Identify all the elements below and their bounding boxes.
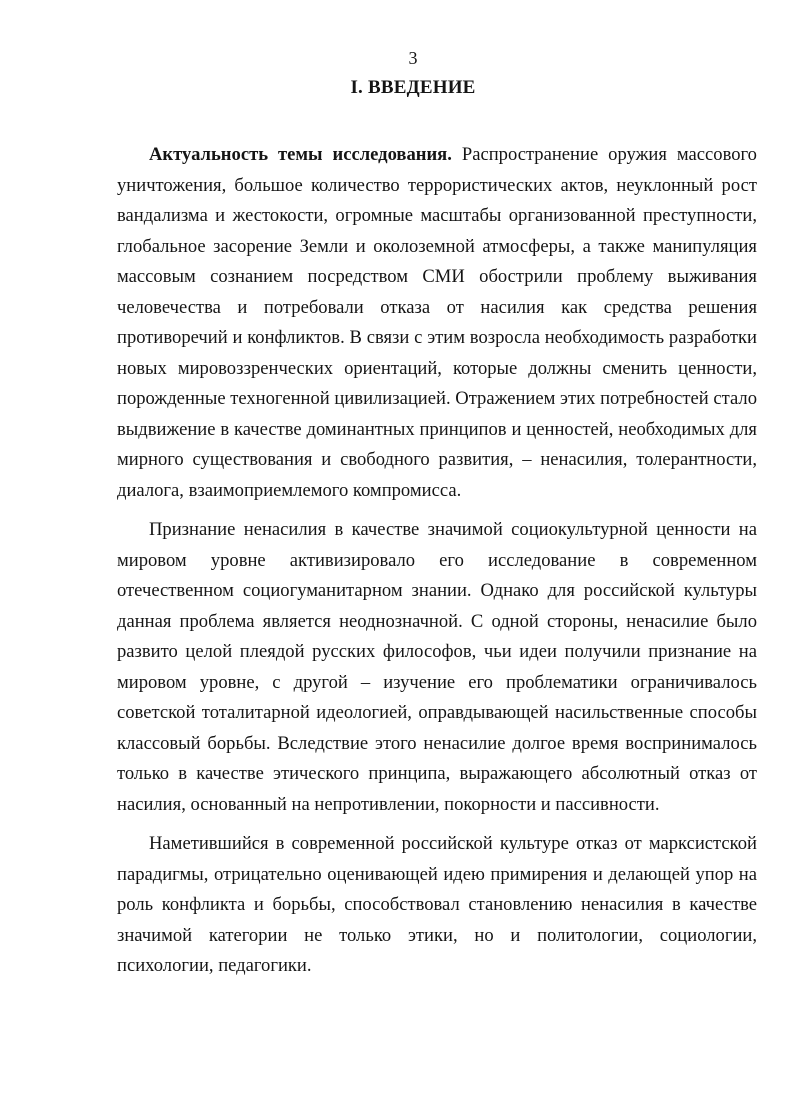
section-heading: I. ВВЕДЕНИЕ bbox=[350, 77, 476, 98]
paragraph-lead: Актуальность темы исследования. bbox=[149, 144, 452, 165]
paragraph-relevance bbox=[117, 140, 757, 506]
paragraph-paradigm bbox=[117, 829, 757, 982]
paragraph-text: Наметившийся в современной российской культуре отказ от марксистской парадигмы, отрицательно оценивающей идею примирения и делающей упор на роль конфликта и борьбы, способствовал становлению ненасилия в качестве значимой категории не только этики, но и политологии, социологии, психологии, педагогики. bbox=[117, 833, 757, 976]
page-number: 3 bbox=[408, 48, 418, 68]
body-text bbox=[117, 140, 757, 991]
paragraph-text: Распространение оружия массового уничтожения, большое количество террористических актов, неуклонный рост вандализма и жестокости, огромные масштабы организованной преступности, глобальное засорение Земли и околоземной атмосферы, а также манипуляция массовым сознанием посредством СМИ обострили проблему выживания человечества и потребовали отказа от насилия как средства решения противоречий и конфликтов. В связи с этим возросла необходимость разработки новых мировоззренческих ориентаций, которые должны сменить ценности, порожденные техногенной цивилизацией. Отражением этих потребностей стало выдвижение в качестве доминантных принципов и ценностей, необходимых для мирного существования и свободного развития, – ненасилия, толерантности, диалога, взаимоприемлемого компромисса. bbox=[117, 144, 757, 501]
paragraph-recognition bbox=[117, 515, 757, 820]
paragraph-text: Признание ненасилия в качестве значимой социокультурной ценности на мировом уровне активизировало его исследование в современном отечественном социогуманитарном знании. Однако для российской культуры данная проблема является неоднозначной. С одной стороны, ненасилие было развито целой плеядой русских философов, чьи идеи получили признание на мировом уровне, с другой – изучение его проблематики ограничивалось советской тоталитарной идеологией, оправдывающей насильственные способы классовый борьбы. Вследствие этого ненасилие долгое время воспринималось только в качестве этического принципа, выражающего абсолютный отказ от насилия, основанный на непротивлении, покорности и пассивности. bbox=[117, 519, 757, 815]
